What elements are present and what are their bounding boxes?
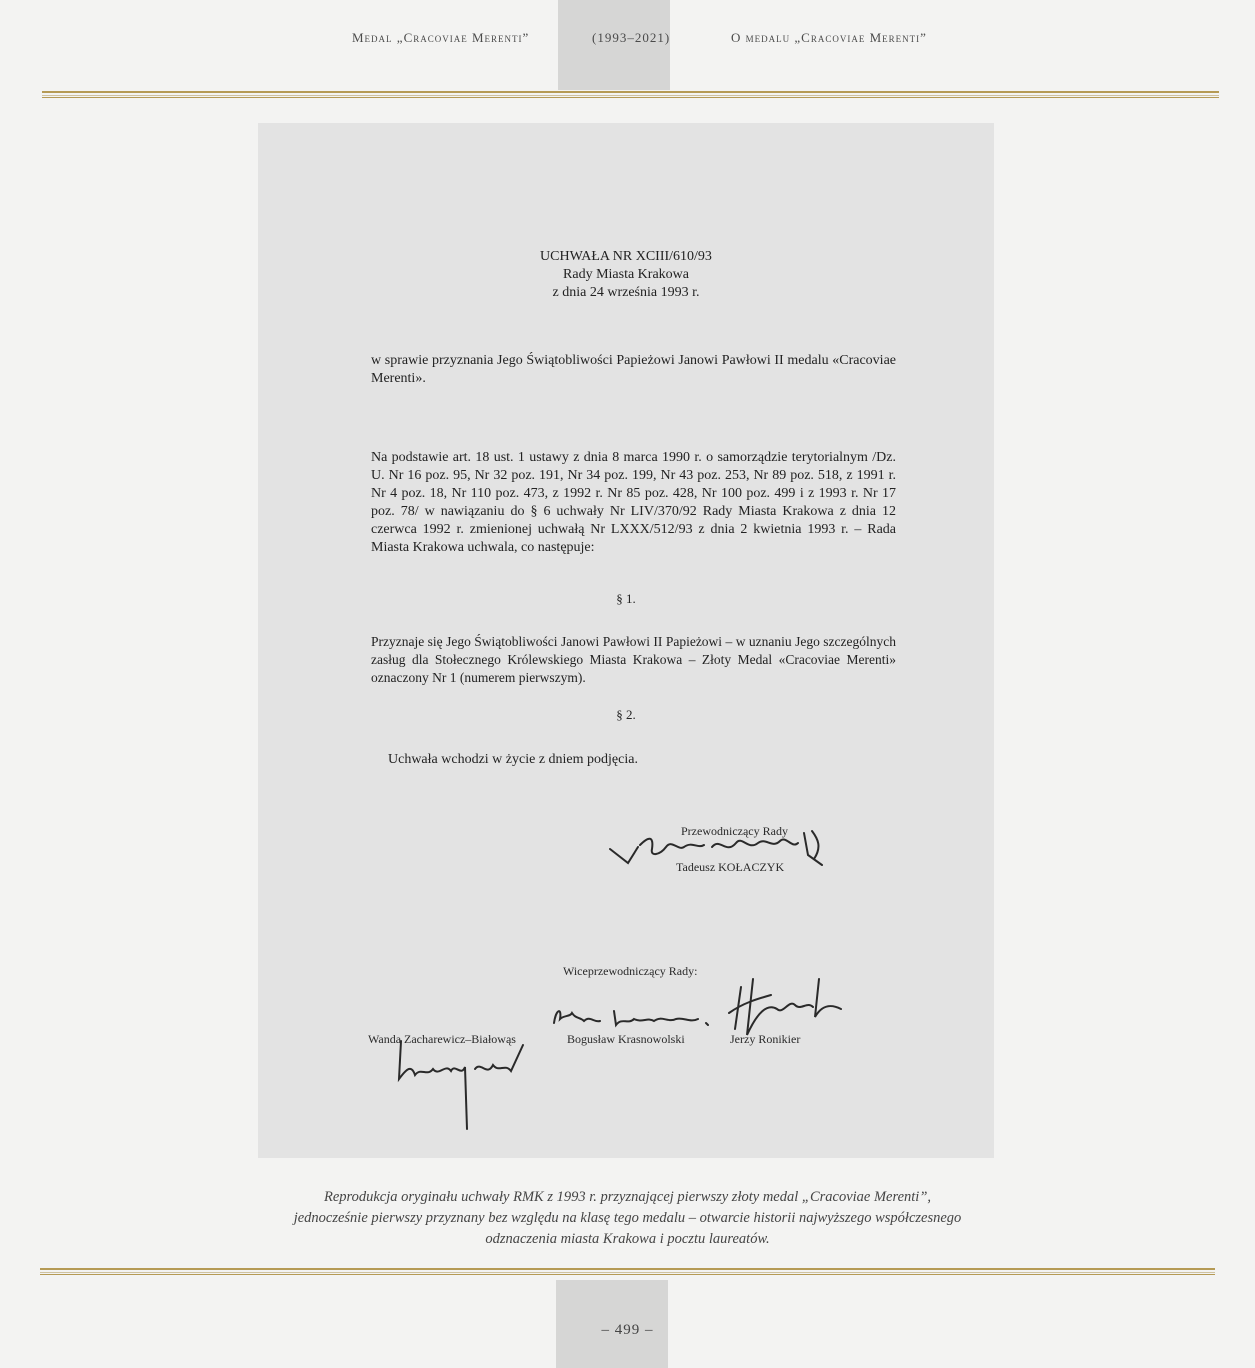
caption-line-2: jednocześnie pierwszy przyznany bez względu na klasę tego medalu – otwarcie historii najwyższego współczesnego — [293, 1210, 962, 1226]
vice-2-name: Bogusław Krasnowolski — [567, 1032, 685, 1046]
figure-caption — [0, 1187, 1255, 1250]
krasnowolski-signature — [550, 995, 720, 1035]
chair-name: Tadeusz KOŁACZYK — [676, 860, 785, 874]
section-2-mark: § 2. — [616, 707, 636, 722]
chair-role-label: Przewodniczący Rady — [681, 824, 788, 838]
caption-line-3: odznaczenia miasta Krakowa i pocztu laureatów. — [485, 1231, 770, 1247]
bottom-gold-rule — [40, 1268, 1215, 1275]
caption-line-1: Reprodukcja oryginału uchwały RMK z 1993 r. przyznającej pierwszy złoty medal „Cracoviae Merenti”, — [323, 1189, 932, 1205]
resolution-heading — [258, 248, 994, 302]
running-head-left: Medal „Cracoviae Merenti” — [352, 30, 530, 45]
running-head-middle: (1993–2021) — [592, 30, 671, 45]
section-1-mark: § 1. — [616, 591, 636, 606]
chair-signature — [608, 825, 848, 885]
resolution-subject: w sprawie przyznania Jego Świątobliwości Papieżowi Janowi Pawłowi II medalu «Cracoviae Merenti». — [371, 353, 896, 386]
vice-3-name: Jerzy Ronikier — [730, 1032, 801, 1046]
legal-basis-paragraph: Na podstawie art. 18 ust. 1 ustawy z dnia 8 marca 1990 r. o samorządzie terytorialnym /Dz. U. Nr 16 poz. 95, Nr 32 poz. 191, Nr 34 poz. 199, Nr 43 poz. 253, Nr 89 poz. 518, z 1991 r. Nr 4 poz. 18, Nr 110 poz. 473, z 1992 r. Nr 85 poz. 428, Nr 100 poz. 499 i z 1993 r. Nr 17 poz. 78/ w nawiązaniu do § 6 uchwały Nr LIV/370/92 Rady Miasta Krakowa z dnia 12 czerwca 1992 r. zmienionej uchwałą Nr LXXX/512/93 z dnia 2 kwietnia 1993 r. – Rada Miasta Krakowa uchwala, co następuje: — [371, 450, 896, 555]
vice-1-name: Wanda Zacharewicz–Białowąs — [368, 1032, 516, 1046]
zacharewicz-signature — [393, 1033, 533, 1133]
vice-role-label: Wiceprzewodniczący Rady: — [563, 964, 698, 978]
page-number: – 499 – — [601, 1322, 654, 1338]
resolution-scan — [258, 123, 994, 1158]
running-head-right: O medalu „Cracoviae Merenti” — [731, 30, 927, 45]
resolution-issuer: Rady Miasta Krakowa — [563, 267, 689, 282]
resolution-date: z dnia 24 września 1993 r. — [552, 285, 700, 300]
resolution-title: UCHWAŁA NR XCIII/610/93 — [540, 249, 712, 264]
ronikier-signature — [723, 973, 853, 1039]
section-1-text: Przyznaje się Jego Świątobliwości Janowi Pawłowi II Papieżowi – w uznaniu Jego szczególnych zasług dla Stołecznego Królewskiego Miasta Krakowa – Złoty Medal «Cracoviae Merenti» oznaczony Nr 1 (numerem pierwszym). — [371, 634, 896, 685]
section-2-text: Uchwała wchodzi w życie z dniem podjęcia. — [388, 752, 638, 767]
top-gold-rule — [42, 91, 1219, 98]
